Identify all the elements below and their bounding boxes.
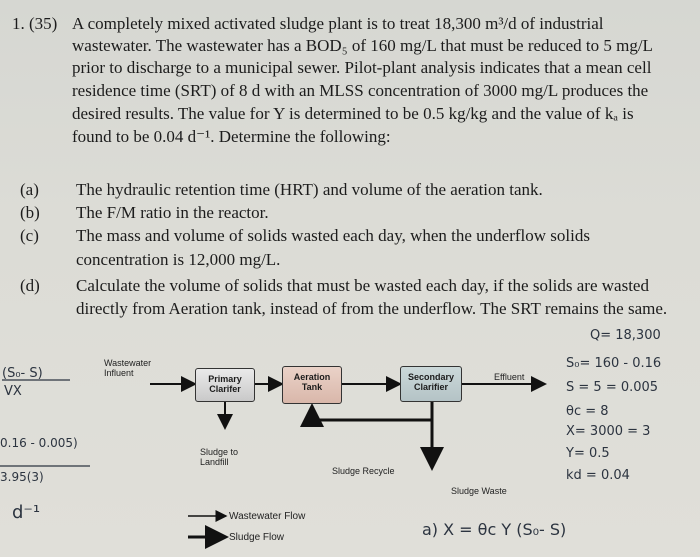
part-b-text: The F/M ratio in the reactor. <box>76 203 269 222</box>
part-d-text-2: directly from Aeration tank, instead of from the underflow. The SRT remains the same. <box>76 299 668 318</box>
part-c-text-1: The mass and volume of solids wasted each day, when the underflow solids <box>76 226 590 245</box>
problem-line-3: prior to discharge to a municipal sewer. Pilot-plant analysis indicates that a mean cell <box>72 58 652 77</box>
problem-line-1: A completely mixed activated sludge plant is to treat 18,300 m³/d of industrial <box>72 14 604 33</box>
problem-line-2: wastewater. The wastewater has a BOD₅ of 160 mg/L that must be reduced to 5 mg/L <box>72 36 653 55</box>
part-c-text-2: concentration is 12,000 mg/L. <box>76 250 281 269</box>
effluent-label: Effluent <box>494 372 525 382</box>
part-c-label: (c) <box>20 226 39 245</box>
hand-sub-2: 3.95(3) <box>0 470 44 484</box>
legend-flow-label: Wastewater Flow <box>229 511 306 522</box>
problem-line-6: found to be 0.04 d⁻¹. Determine the following: <box>72 127 391 146</box>
primary-clarifier-box: Primary Clarifer <box>195 368 255 402</box>
problem-line-4: residence time (SRT) of 8 d with an MLSS concentration of 3000 mg/L produces the <box>72 81 649 100</box>
hand-s0: S₀= 160 - 0.16 <box>566 356 662 371</box>
hand-kd: kd = 0.04 <box>566 468 630 483</box>
part-d-text-1: Calculate the volume of solids that must be wasted each day, if the solids are wasted <box>76 276 649 295</box>
part-a-label: (a) <box>20 180 39 199</box>
hand-x: X= 3000 = 3 <box>566 424 651 439</box>
hand-y: Y= 0.5 <box>566 446 610 461</box>
hand-sub-1: 0.16 - 0.005) <box>0 436 78 450</box>
secondary-clarifier-box: Secondary Clarifier <box>400 366 462 402</box>
legend-sludge-label: Sludge Flow <box>229 532 285 543</box>
problem-number: 1. (35) <box>12 14 58 33</box>
aeration-tank-box: Aeration Tank <box>282 366 342 404</box>
part-d-label: (d) <box>20 276 40 295</box>
hand-denominator: VX <box>4 384 22 399</box>
hand-thetac: θc = 8 <box>566 404 609 419</box>
part-b-label: (b) <box>20 203 40 222</box>
recycle-label: Sludge Recycle <box>332 466 395 476</box>
influent-label: Wastewater Influent <box>104 358 152 378</box>
waste-label: Sludge Waste <box>451 486 507 496</box>
recycle-line <box>312 402 432 420</box>
part-a-text: The hydraulic retention time (HRT) and volume of the aeration tank. <box>76 180 543 199</box>
hand-q: Q= 18,300 <box>590 328 661 343</box>
hand-s: S = 5 = 0.005 <box>566 380 659 395</box>
hand-answer-a: a) X = θc Y (S₀- S) <box>422 520 567 539</box>
hand-numerator: (S₀- S) <box>2 366 43 381</box>
hand-units: d⁻¹ <box>12 502 41 523</box>
problem-line-5: desired results. The value for Y is determined to be 0.5 kg/kg and the value of kₐ is <box>72 104 634 123</box>
landfill-label: Sludge to Landfill <box>200 447 239 467</box>
